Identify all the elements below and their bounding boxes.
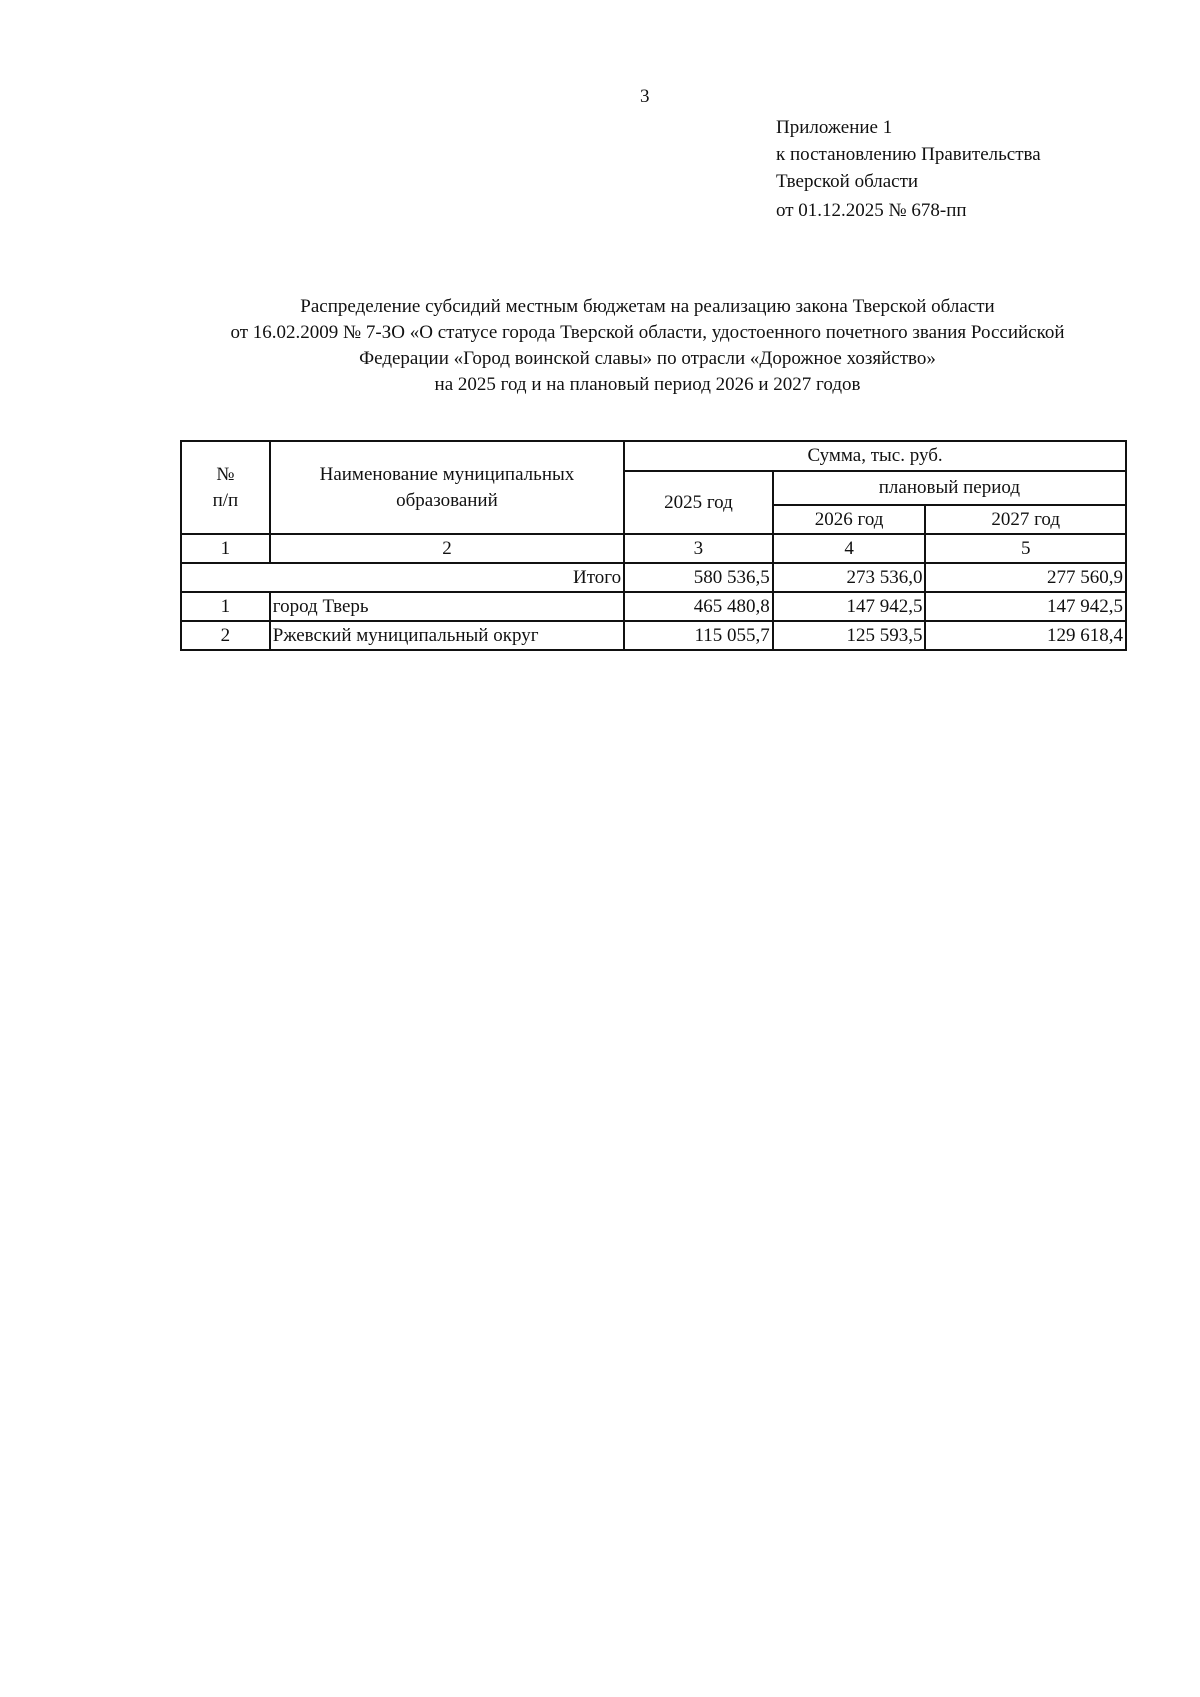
row-2027: 129 618,4 — [925, 621, 1126, 650]
title-line: Распределение субсидий местным бюджетам на реализацию закона Тверской области — [300, 296, 995, 317]
row-number: 1 — [181, 592, 270, 621]
column-number-cell: 1 — [181, 534, 270, 563]
total-label: Итого — [181, 563, 624, 592]
row-number: 2 — [181, 621, 270, 650]
row-2026: 125 593,5 — [773, 621, 926, 650]
row-name: Ржевский муниципальный округ — [270, 621, 624, 650]
header-number-pp: п/п — [212, 489, 239, 511]
header-year-2026: 2026 год — [773, 505, 926, 534]
header-name-line: образований — [396, 489, 498, 511]
column-number-cell: 4 — [773, 534, 926, 563]
appendix-block — [776, 114, 1041, 224]
column-number-cell: 2 — [270, 534, 624, 563]
subsidies-table — [180, 440, 1127, 651]
header-planned-period: плановый период — [773, 471, 1126, 505]
table-row — [181, 592, 1126, 621]
title-line: Федерации «Город воинской славы» по отрасли «Дорожное хозяйство» — [359, 348, 936, 369]
title-line: на 2025 год и на плановый период 2026 и 2027 годов — [434, 374, 861, 395]
header-year-2025: 2025 год — [624, 471, 773, 534]
total-row — [181, 563, 1126, 592]
row-2026: 147 942,5 — [773, 592, 926, 621]
header-number-sign: № — [216, 463, 235, 485]
total-2027: 277 560,9 — [925, 563, 1126, 592]
header-name-line: Наименование муниципальных — [319, 463, 575, 485]
column-number-cell: 5 — [925, 534, 1126, 563]
appendix-line: Приложение 1 — [776, 117, 893, 138]
appendix-line: к постановлению Правительства — [776, 144, 1041, 165]
title-line: от 16.02.2009 № 7-ЗО «О статусе города Тверской области, удостоенного почетного звания Российской — [230, 322, 1065, 343]
document-title — [170, 294, 1125, 398]
row-2025: 465 480,8 — [624, 592, 773, 621]
appendix-date-line: от 01.12.2025 № 678-пп — [776, 200, 967, 221]
total-2025: 580 536,5 — [624, 563, 773, 592]
header-number — [181, 441, 270, 534]
header-year-2027: 2027 год — [925, 505, 1126, 534]
appendix-line: Тверской области — [776, 171, 919, 192]
row-2025: 115 055,7 — [624, 621, 773, 650]
header-sum: Сумма, тыс. руб. — [624, 441, 1126, 471]
table-row — [181, 621, 1126, 650]
row-name: город Тверь — [270, 592, 624, 621]
page-number: 3 — [640, 86, 650, 107]
header-name — [270, 441, 624, 534]
row-2027: 147 942,5 — [925, 592, 1126, 621]
column-number-cell: 3 — [624, 534, 773, 563]
total-2026: 273 536,0 — [773, 563, 926, 592]
